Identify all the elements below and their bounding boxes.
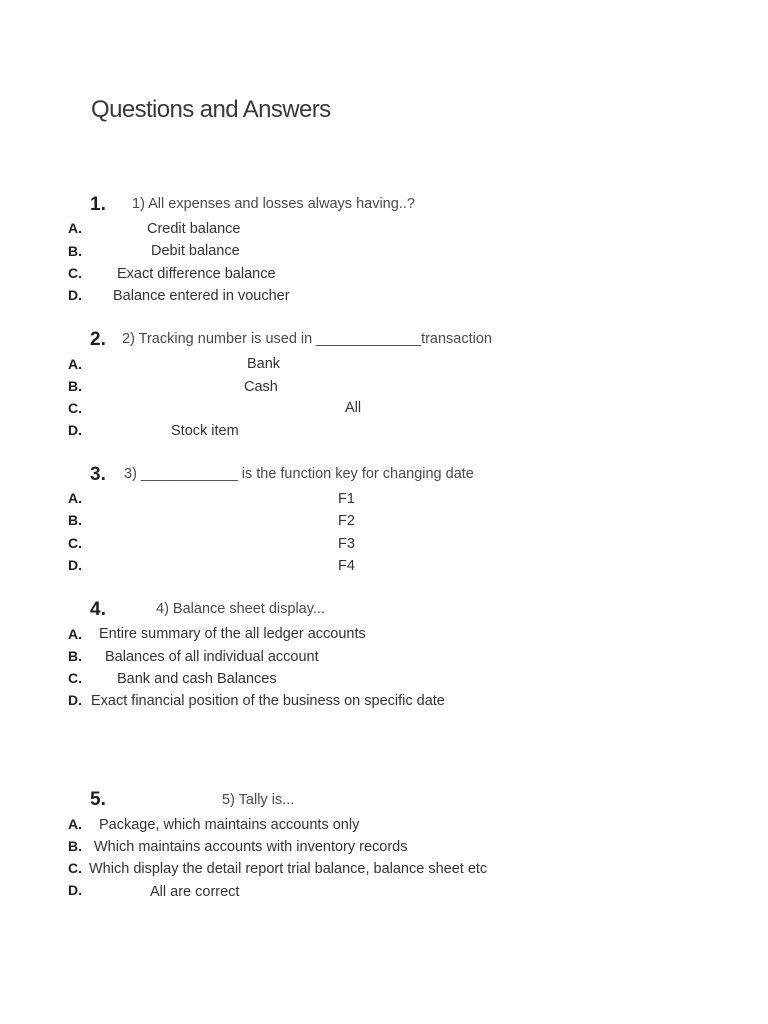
option-text: All (345, 400, 362, 416)
option-text: Entire summary of the all ledger accounts (99, 626, 366, 642)
option-text: All are correct (150, 884, 240, 900)
option-text: Which maintains accounts with inventory records (94, 839, 408, 855)
option-text: F1 (338, 491, 355, 507)
question-number: 4. (90, 599, 106, 620)
option-letter: D. (68, 692, 82, 708)
option-text: Cash (244, 379, 278, 395)
question-text: 2) Tracking number is used in _____________transaction (122, 331, 492, 347)
option-text: Debit balance (151, 243, 240, 259)
option-letter: B. (68, 838, 82, 854)
option-letter: A. (68, 356, 82, 372)
option-letter: D. (68, 557, 82, 573)
option-text: Exact financial position of the business on specific date (91, 693, 445, 709)
option-text: Stock item (171, 423, 239, 439)
option-letter: A. (68, 490, 82, 506)
option-letter: B. (68, 378, 82, 394)
option-text: Balances of all individual account (105, 649, 319, 665)
option-letter: C. (68, 860, 82, 876)
option-letter: D. (68, 882, 82, 898)
option-letter: A. (68, 220, 82, 236)
option-letter: C. (68, 265, 82, 281)
question-text: 3) ____________ is the function key for changing date (124, 466, 474, 482)
option-letter: D. (68, 287, 82, 303)
option-text: Bank and cash Balances (117, 671, 277, 687)
question-text: 5) Tally is... (222, 792, 295, 808)
option-letter: C. (68, 400, 82, 416)
option-text: F2 (338, 513, 355, 529)
page-title: Questions and Answers (91, 96, 331, 123)
option-text: Credit balance (147, 221, 241, 237)
question-number: 1. (90, 194, 106, 215)
option-letter: C. (68, 670, 82, 686)
option-text: Which display the detail report trial balance, balance sheet etc (89, 861, 488, 877)
option-text: F3 (338, 536, 355, 552)
question-text: 4) Balance sheet display... (156, 601, 325, 617)
option-text: F4 (338, 558, 355, 574)
option-letter: A. (68, 626, 82, 642)
question-number: 2. (90, 329, 106, 350)
option-text: Balance entered in voucher (113, 288, 290, 304)
option-letter: D. (68, 422, 82, 438)
option-letter: B. (68, 243, 82, 259)
option-letter: A. (68, 816, 82, 832)
option-text: Exact difference balance (117, 266, 276, 282)
option-letter: B. (68, 512, 82, 528)
option-letter: C. (68, 535, 82, 551)
question-number: 3. (90, 464, 106, 485)
question-text: 1) All expenses and losses always having..? (132, 196, 415, 212)
question-number: 5. (90, 789, 106, 810)
option-text: Package, which maintains accounts only (99, 817, 360, 833)
option-letter: B. (68, 648, 82, 664)
option-text: Bank (247, 356, 281, 372)
